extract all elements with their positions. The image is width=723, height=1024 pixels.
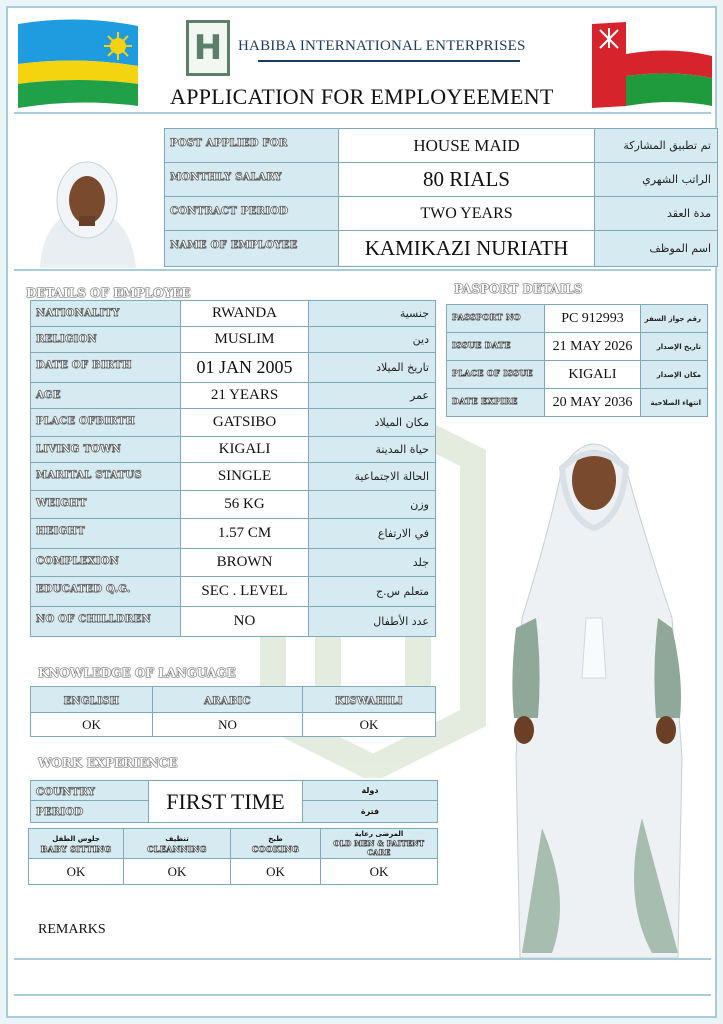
table-row [165,163,718,197]
passport-table [446,304,708,417]
language-table [30,686,436,737]
detail-value: 1.57 CM [181,519,309,549]
passport-value: 20 MAY 2036 [545,389,641,417]
company-logo: H [186,20,230,76]
passport-heading: PASPORT DETAILS [454,282,583,296]
detail-value: BROWN [181,549,309,577]
table-row [165,129,718,163]
detail-value: SINGLE [181,463,309,491]
detail-value: GATSIBO [181,409,309,437]
detail-arabic: وزن [309,491,436,519]
form-title: APPLICATION FOR EMPLOYEEMENT [170,84,554,109]
table-row [31,713,436,737]
arabic-level: NO [153,713,303,737]
table-row [29,859,438,885]
skill-label: COOKING [251,843,300,854]
passport-arabic: رقم جواز السفر [641,305,708,333]
passport-arabic: انتهاء الصلاحية [641,389,708,417]
skills-table [28,828,438,885]
passport-arabic: مكان الإصدار [641,361,708,389]
period-arabic: فترة [303,801,438,823]
detail-arabic: جنسية [309,301,436,327]
detail-arabic: دين [309,327,436,353]
country-arabic: دولة [303,781,438,801]
work-heading: WORK EXPERIENCE [38,756,178,770]
company-name: HABIBA INTERNATIONAL ENTERPRISES [238,38,526,54]
detail-value: NO [181,607,309,637]
detail-label: LIVING TOWN [36,444,122,455]
oman-flag [592,18,712,110]
skill-arabic: المرضى رعاية [354,830,404,838]
passport-label: PASSPORT NO [452,312,521,322]
summary-label: POST APPLIED FOR [170,138,288,149]
section-rule [14,269,711,271]
detail-value: RWANDA [181,301,309,327]
language-name: KISWAHILI [335,695,403,707]
detail-arabic: حياة المدينة [309,437,436,463]
table-row [31,607,436,637]
detail-label: EDUCATED Q.G. [36,584,131,595]
care-value: OK [321,859,438,885]
detail-label: MARITAL STATUS [36,470,142,481]
passport-value: PC 912993 [545,305,641,333]
detail-label: HEIGHT [36,526,85,537]
table-row [165,197,718,231]
passport-value: 21 MAY 2026 [545,333,641,361]
table-row [31,301,436,327]
details-heading: DETAILS OF EMPLOYEE [26,286,191,300]
company-underline [258,60,520,62]
detail-label: RELIGION [36,334,98,345]
detail-label: WEIGHT [36,498,87,509]
detail-arabic: جلد [309,549,436,577]
detail-value: 56 KG [181,491,309,519]
table-row [447,333,708,361]
work-table [30,780,438,823]
language-heading: KNOWLEDGE OF LANGUAGE [38,666,236,680]
table-row [31,577,436,607]
passport-arabic: تاريخ الإصدار [641,333,708,361]
detail-arabic: متعلم س.ج [309,577,436,607]
summary-arabic: مدة العقد [595,197,718,231]
summary-table [164,128,718,267]
country-label: COUNTRY [36,787,96,798]
detail-value: 21 YEARS [181,383,309,409]
detail-label: DATE OF BIRTH [36,360,132,371]
summary-label: CONTRACT PERIOD [170,206,289,217]
table-row [31,491,436,519]
table-row [165,231,718,267]
table-row [31,353,436,383]
summary-arabic: الراتب الشهري [595,163,718,197]
applicant-full-photo [502,428,688,958]
detail-arabic: عدد الأطفال [309,607,436,637]
detail-label: NATIONALITY [36,308,120,319]
passport-label: DATE EXPIRE [452,396,518,406]
table-row [31,327,436,353]
table-row [31,519,436,549]
skill-label: OLD MEN & PAITENT CARE [333,839,425,857]
detail-value: 01 JAN 2005 [181,353,309,383]
summary-label: MONTHLY SALARY [170,172,282,183]
work-experience-value: FIRST TIME [149,781,303,823]
detail-value: SEC . LEVEL [181,577,309,607]
detail-label: NO OF CHILLDREN [36,614,152,625]
remarks-label: REMARKS [38,922,106,937]
passport-label: ISSUE DATE [452,340,511,350]
footer-rule [14,994,711,996]
detail-label: COMPLEXION [36,556,120,567]
table-row [31,781,438,801]
skill-label: CLEANNING [147,843,207,854]
applicant-headshot [20,156,154,268]
detail-value: MUSLIM [181,327,309,353]
title-rule [14,112,711,114]
kiswahili-level: OK [303,713,436,737]
remarks-rule [14,958,711,960]
language-name: ENGLISH [63,695,120,707]
employee-name-value: KAMIKAZI NURIATH [339,231,595,267]
cleaning-value: OK [124,859,231,885]
table-row [447,361,708,389]
table-row [447,305,708,333]
skill-arabic: تنظيف [165,834,189,843]
summary-arabic: تم تطبيق المشاركة [595,129,718,163]
table-row [31,437,436,463]
application-form [6,6,717,1018]
contract-period-value: TWO YEARS [339,197,595,231]
table-row [31,409,436,437]
skill-label: BABY SITTING [40,843,112,854]
table-row [31,549,436,577]
detail-label: PLACE OFBIRTH [36,416,136,427]
passport-value: KIGALI [545,361,641,389]
english-level: OK [31,713,153,737]
detail-arabic: عمر [309,383,436,409]
skill-arabic: طبخ [268,834,283,843]
monthly-salary-value: 80 RIALS [339,163,595,197]
summary-label: NAME OF EMPLOYEE [170,240,298,251]
table-row [31,687,436,713]
post-applied-value: HOUSE MAID [339,129,595,163]
passport-label: PLACE OF ISSUE [452,368,533,378]
table-row [29,829,438,859]
detail-label: AGE [36,390,61,401]
table-row [31,463,436,491]
detail-arabic: تاريخ الميلاد [309,353,436,383]
cooking-value: OK [231,859,321,885]
detail-arabic: الحالة الاجتماعية [309,463,436,491]
period-label: PERIOD [36,807,84,818]
detail-value: KIGALI [181,437,309,463]
baby-sitting-value: OK [29,859,124,885]
language-name: ARABIC [204,695,251,707]
skill-arabic: جلوس الطفل [52,834,100,843]
details-table [30,300,436,637]
summary-arabic: اسم الموظف [595,231,718,267]
table-row [31,383,436,409]
detail-arabic: مكان الميلاد [309,409,436,437]
table-row [447,389,708,417]
detail-arabic: في الارتفاع [309,519,436,549]
rwanda-flag [18,18,138,110]
